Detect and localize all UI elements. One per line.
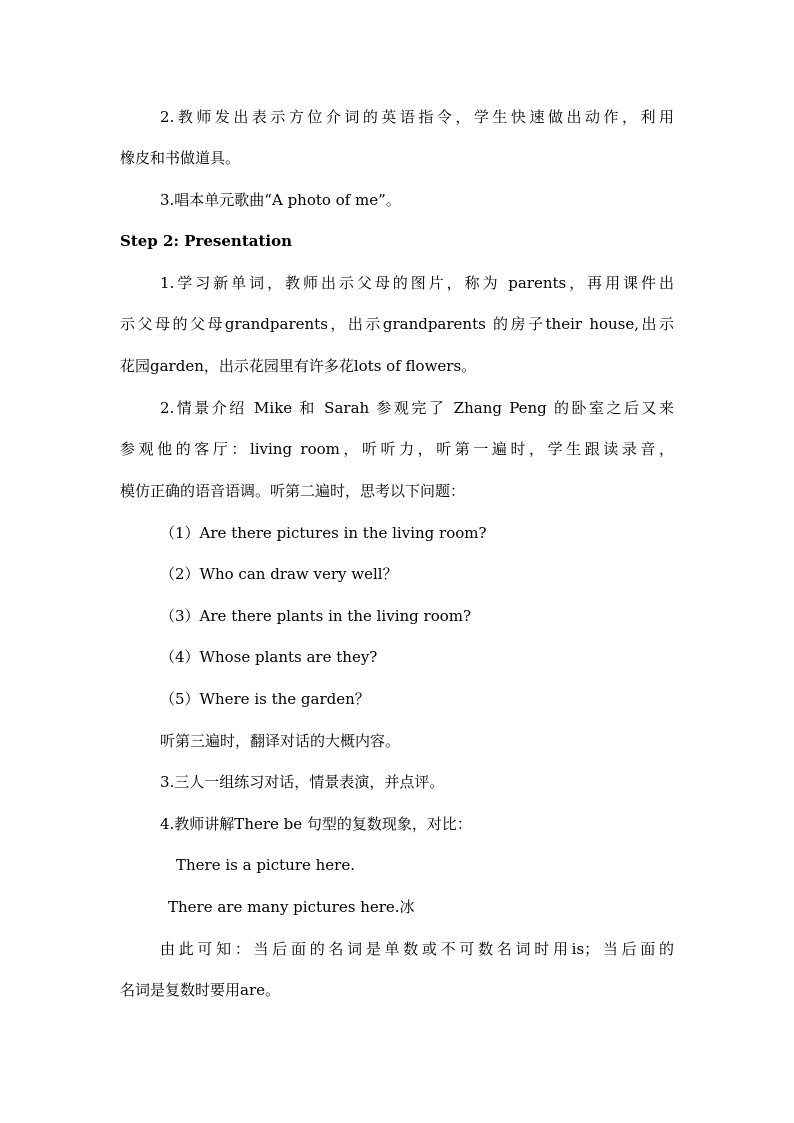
question-item: （5）Where is the garden？ [160, 690, 370, 708]
section-heading: Step 2: Presentation [120, 232, 293, 250]
paragraph-line: 3.三人一组练习对话，情景表演，并点评。 [160, 773, 445, 791]
question-item: （2）Who can draw very well？ [160, 565, 398, 583]
paragraph-line: 2.情景介绍 Mike 和 Sarah 参观完了 Zhang Peng 的卧室之后又来 [160, 399, 674, 417]
question-item: （4）Whose plants are they? [160, 648, 378, 666]
paragraph-line: 示父母的父母grandparents，出示grandparents 的房子their house,出示 [120, 315, 674, 333]
paragraph-line: 模仿正确的语音语调。听第二遍时，思考以下问题： [120, 482, 466, 500]
paragraph-line: 3.唱本单元歌曲“A photo of me”。 [160, 191, 401, 209]
example-sentence: There is a picture here. [176, 856, 355, 874]
paragraph-line: 4.教师讲解There be 句型的复数现象，对比： [160, 815, 472, 833]
paragraph-line: 听第三遍时，翻译对话的大概内容。 [160, 732, 401, 750]
paragraph-line: 参观他的客厅：living room，听听力，听第一遍时，学生跟读录音， [120, 440, 674, 458]
paragraph-line: 1.学习新单词，教师出示父母的图片，称为 parents，再用课件出 [160, 274, 674, 292]
example-sentence: There are many pictures here.冰 [168, 898, 415, 916]
paragraph-line: 花园garden，出示花园里有许多花lots of flowers。 [120, 357, 477, 375]
question-item: （3）Are there plants in the living room? [160, 607, 472, 625]
paragraph-line: 名词是复数时要用are。 [120, 981, 280, 999]
paragraph-line: 2.教师发出表示方位介词的英语指令，学生快速做出动作，利用 [160, 108, 674, 126]
paragraph-line: 橡皮和书做道具。 [120, 149, 241, 167]
paragraph-line: 由此可知：当后面的名词是单数或不可数名词时用is；当后面的 [160, 940, 674, 958]
question-item: （1）Are there pictures in the living room? [160, 524, 487, 542]
